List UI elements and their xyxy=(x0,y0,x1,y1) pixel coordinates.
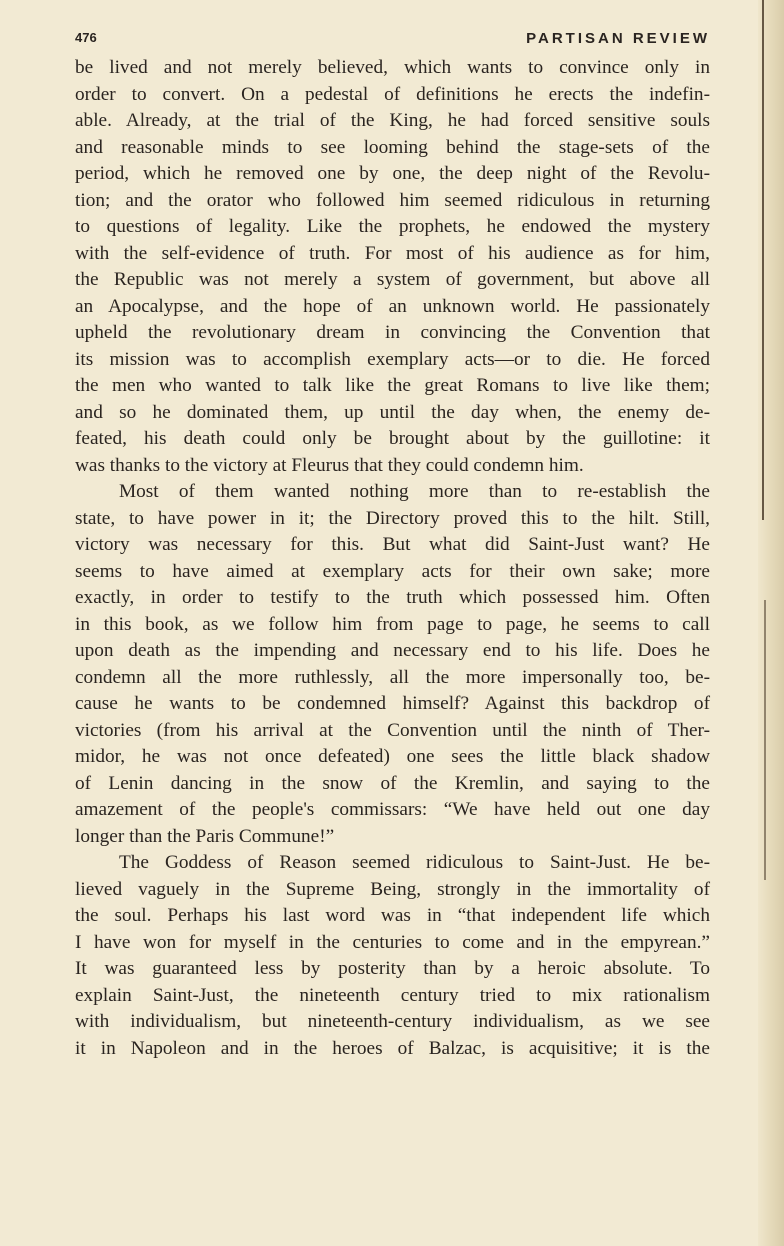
text-line: victories (from his arrival at the Convention until the ninth of Ther- xyxy=(75,719,710,741)
binding-shadow xyxy=(762,0,764,520)
text-line: be lived and not merely believed, which wants to convince only in xyxy=(75,57,710,78)
text-line: seems to have aimed at exemplary acts for their own sake; more xyxy=(75,560,710,582)
text-line: was thanks to the victory at Fleurus that they could condemn him. xyxy=(75,454,584,476)
running-title: PARTISAN REVIEW xyxy=(526,30,710,47)
text-line: of Lenin dancing in the snow of the Kremlin, and saying to the xyxy=(75,772,710,794)
text-line: feated, his death could only be brought about by the guillotine: it xyxy=(75,428,710,449)
text-line: it in Napoleon and in the heroes of Balzac, is acquisitive; it is the xyxy=(75,1037,710,1059)
text-line: the soul. Perhaps his last word was in “that independent life which xyxy=(75,905,710,926)
text-line: explain Saint-Just, the nineteenth century tried to mix rationalism xyxy=(75,984,710,1006)
page-binding-edge xyxy=(758,0,784,1246)
text-line: upon death as the impending and necessary end to his life. Does he xyxy=(75,640,710,661)
text-line: order to convert. On a pedestal of definitions he erects the indefin- xyxy=(75,83,710,105)
text-line: amazement of the people's commissars: “We have held out one day xyxy=(75,799,710,820)
text-line: the men who wanted to talk like the great Romans to live like them; xyxy=(75,375,710,396)
text-line: Most of them wanted nothing more than to re-establish the xyxy=(119,481,710,502)
page-number: 476 xyxy=(75,30,97,45)
text-line: upheld the revolutionary dream in convincing the Convention that xyxy=(75,322,710,343)
text-line: and so he dominated them, up until the day when, the enemy de- xyxy=(75,401,710,423)
text-line: cause he wants to be condemned himself? Against this backdrop of xyxy=(75,693,710,714)
text-line: midor, he was not once defeated) one sees the little black shadow xyxy=(75,746,710,767)
text-line: condemn all the more ruthlessly, all the more impersonally too, be- xyxy=(75,666,710,688)
text-line: longer than the Paris Commune!” xyxy=(75,825,335,847)
text-line: I have won for myself in the centuries to come and in the empyrean.” xyxy=(75,931,710,953)
text-line: period, which he removed one by one, the deep night of the Revolu- xyxy=(75,163,710,184)
text-line: with individualism, but nineteenth-century individualism, as we see xyxy=(75,1011,710,1032)
text-line: able. Already, at the trial of the King, he had forced sensitive souls xyxy=(75,110,710,131)
text-line: exactly, in order to testify to the truth which possessed him. Often xyxy=(75,587,710,608)
text-line: state, to have power in it; the Directory proved this to the hilt. Still, xyxy=(75,507,710,529)
text-line: with the self-evidence of truth. For most of his audience as for him, xyxy=(75,242,710,264)
text-line: tion; and the orator who followed him seemed ridiculous in returning xyxy=(75,189,710,211)
binding-shadow xyxy=(764,600,766,880)
text-line: The Goddess of Reason seemed ridiculous to Saint-Just. He be- xyxy=(119,852,710,873)
text-line: victory was necessary for this. But what did Saint-Just want? He xyxy=(75,534,710,555)
running-header xyxy=(75,30,710,52)
text-line: an Apocalypse, and the hope of an unknown world. He passionately xyxy=(75,295,710,317)
text-line: It was guaranteed less by posterity than by a heroic absolute. To xyxy=(75,958,710,979)
text-line: in this book, as we follow him from page to page, he seems to call xyxy=(75,613,710,635)
text-line: the Republic was not merely a system of government, but above all xyxy=(75,269,710,290)
body-text xyxy=(75,55,710,1062)
text-line: and reasonable minds to see looming behind the stage-sets of the xyxy=(75,136,710,158)
text-line: its mission was to accomplish exemplary acts—or to die. He forced xyxy=(75,348,710,370)
text-line: lieved vaguely in the Supreme Being, strongly in the immortality of xyxy=(75,878,710,900)
text-line: to questions of legality. Like the prophets, he endowed the mystery xyxy=(75,216,710,237)
